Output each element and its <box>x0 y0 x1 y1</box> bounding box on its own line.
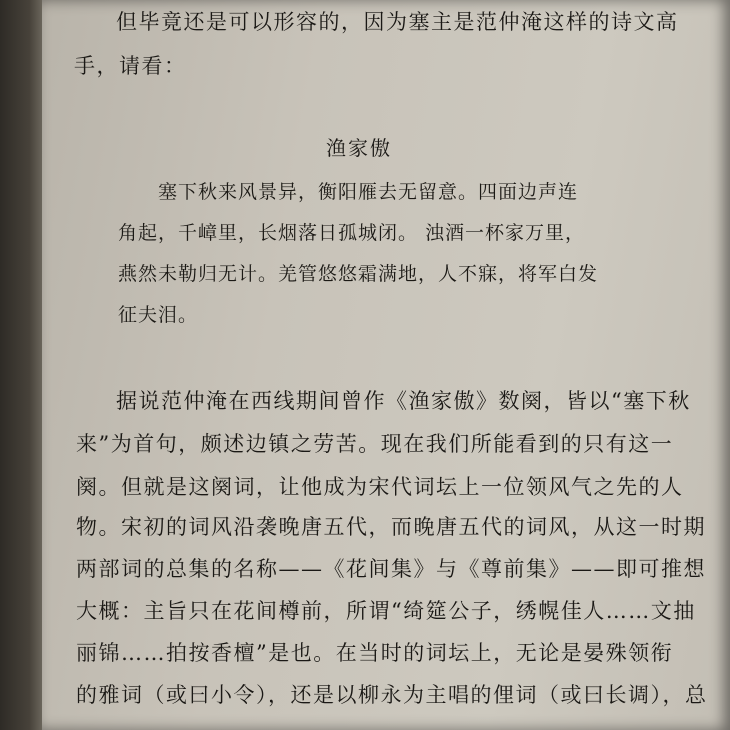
poem-line-2: 角起，千嶂里，长烟落日孤城闭。 浊酒一杯家万里， <box>118 222 586 244</box>
book-gutter-shadow <box>0 0 42 730</box>
paragraph-2-line-8: 的雅词（或曰小令），还是以柳永为主唱的俚词（或曰长调），总 <box>76 683 708 707</box>
paragraph-2-line-7: 丽锦……拍按香檀”是也。在当时的词坛上，无论是晏殊领衔 <box>76 641 674 665</box>
poem-line-1: 塞下秋来风景异，衡阳雁去无留意。四面边声连 <box>158 181 579 203</box>
paragraph-1-line-1: 但毕竟还是可以形容的，因为塞主是范仲淹这样的诗文高 <box>116 10 679 34</box>
poem-line-4: 征夫泪。 <box>118 304 199 326</box>
paragraph-2-line-2: 来”为首句，颇述边镇之劳苦。现在我们所能看到的只有这一 <box>76 432 674 456</box>
paragraph-2-line-1: 据说范仲淹在西线期间曾作《渔家傲》数阕，皆以“塞下秋 <box>116 389 691 413</box>
poem-line-3: 燕然未勒归无计。羌管悠悠霜满地，人不寐，将军白发 <box>118 263 599 285</box>
paragraph-1-line-2: 手，请看： <box>74 54 187 78</box>
paragraph-2-line-3: 阕。但就是这阕词，让他成为宋代词坛上一位领风气之先的人 <box>76 475 684 499</box>
paragraph-2-line-4: 物。宋初的词风沿袭晚唐五代，而晚唐五代的词风，从这一时期 <box>76 515 706 539</box>
paragraph-2-line-5: 两部词的总集的名称——《花间集》与《尊前集》——即可推想 <box>76 557 706 581</box>
poem-title: 渔家傲 <box>326 136 392 160</box>
book-page <box>42 0 730 730</box>
paragraph-2-line-6: 大概：主旨只在花间樽前，所谓“绮筵公子，绣幌佳人……文抽 <box>76 599 696 623</box>
